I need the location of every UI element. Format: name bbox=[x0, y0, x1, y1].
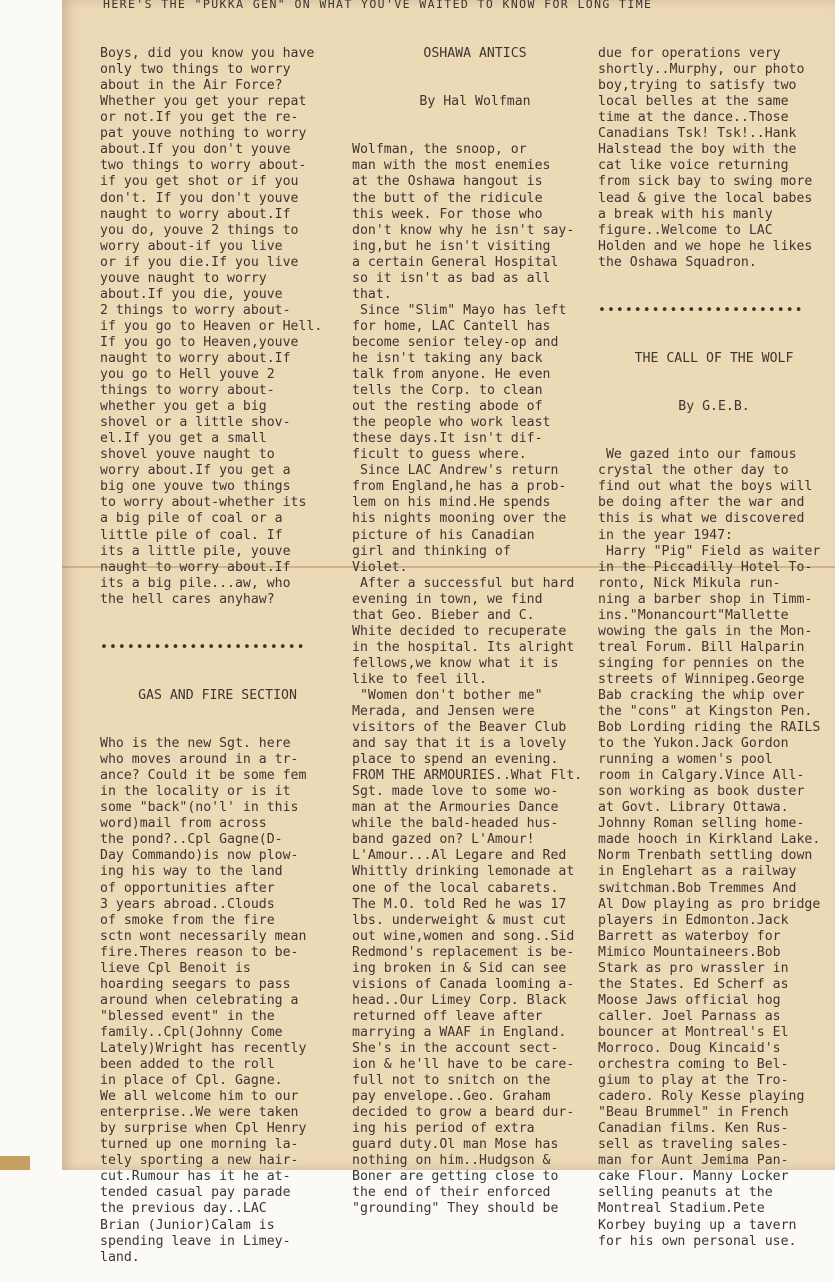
call-of-the-wolf-body: We gazed into our famous crystal the other day to find out what the boys will be doing after the war and this is what we discovered in the year 1947: Harry "Pig" Field as waiter in the Piccadilly Hotel To- ronto, Nick Mikula run- ning a barber shop in Timm- ins."Monancourt"Mallette wowing the gals in the Mon- treal Forum. Bill Halparin singing for pennies on the streets of Winnipeg.George Bab cracking the whip over the "cons" at Kingston Pen. Bob Lording riding the RAILS to the Yukon.Jack Gordon running a women's pool room in Calgary.Vince All- son working as book duster at Govt. Library Ottawa. Johnny Roman selling home- made hooch in Kirkland Lake. Norm Trenbath settling down in Englehart as a railway switchman.Bob Tremmes And Al Dow playing as pro bridge players in Edmonton.Jack Barrett as waterboy for Mimico Mountaineers.Bob Stark as pro wrassler in the States. Ed Scherf as Moose Jaws official hog caller. Joel Parnass as bouncer at Montreal's El Morroco. Doug Kincaid's orchestra coming to Bel- gium to play at the Tro- cadero. Roly Kesse playing "Beau Brummel" in French Canadian films. Ken Rus- sell as traveling sales- man for Aunt Jemima Pan- cake Flour. Manny Locker selling peanuts at the Montreal Stadium.Pete Korbey buying up a tavern for his own personal use. bbox=[598, 447, 821, 1249]
column-middle bbox=[352, 14, 598, 1234]
gas-fire-section-title: GAS AND FIRE SECTION bbox=[138, 687, 297, 703]
oshawa-antics-body: Wolfman, the snoop, or man with the most enemies at the Oshawa hangout is the butt of the ridicule this week. For those who don't know why he isn't say- ing,but he isn't visiting a certain General Hospital so it isn't as bad as all that. Since "Slim" Mayo has left for home, LAC Cantell has become senior teley-op and he isn't taking any back talk from anyone. He even tells the Corp. to clean out the resting abode of the people who work least these days.It isn't dif- ficult to guess where. Since LAC Andrew's return from England,he has a prob- lem on his mind.He spends his nights mooning over the picture of his Canadian girl and thinking of Violet. After a successful but hard evening in town, we find that Geo. Bieber and C. White decided to recuperate in the hospital. Its alright fellows,we know what it is like to feel ill. "Women don't bother me" Merada, and Jensen were visitors of the Beaver Club and say that it is a lovely place to spend an evening. FROM THE ARMOURIES..What Flt. Sgt. made love to some wo- man at the Armouries Dance while the bald-headed hus- band gazed on? L'Amour! L'Amour...Al Legare and Red Whittly drinking lemonade at one of the local cabarets. The M.O. told Red he was 17 lbs. underweight & must cut out wine,women and song..Sid Redmond's replacement is be- ing broken in & Sid can see visions of Canada looming a- head..Our Limey Corp. Black returned off leave after marrying a WAAF in England. She's in the account sect- ion & he'll have to be care- full not to snitch on the pay envelope..Geo. Graham decided to grow a beard dur- ing his period of extra guard duty.Ol man Mose has nothing on him..Hudgson & Boner are getting close to the end of their enforced "grounding" They should be bbox=[352, 142, 583, 1217]
oshawa-antics-continued: due for operations very shortly..Murphy, our photo boy,trying to satisfy two local belles at the same time at the dance..Those Canadians Tsk! Tsk!..Hank Halstead the boy with the cat like voice returning from sick bay to swing more lead & give the local babes a break with his manly figure..Welcome to LAC Holden and we hope he likes the Oshawa Squadron. bbox=[598, 46, 813, 270]
oshawa-antics-byline: By Hal Wolfman bbox=[419, 94, 531, 110]
call-of-the-wolf-title: THE CALL OF THE WOLF bbox=[634, 350, 794, 366]
section-divider: ••••••••••••••••••••••• bbox=[100, 639, 306, 655]
gas-fire-section-body: Who is the new Sgt. here who moves around in a tr- ance? Could it be some fem in the locality or is it some "back"(no'l' in this word)mail from across the pond?..Cpl Gagne(D- Day Commando)is now plow- ing his way to the land of opportunities after 3 years abroad..Clouds of smoke from the fire sctn wont necessarily mean fire.Theres reason to be- lieve Cpl Benoit is hoarding seegars to pass around when celebrating a "blessed event" in the family..Cpl(Johnny Come Lately)Wright has recently been added to the roll in place of Cpl. Gagne. We all welcome him to our enterprise..We were taken by surprise when Cpl Henry turned up one morning la- tely sporting a new hair- cut.Rumour has it he at- tended casual pay parade the previous day..LAC Brian (Junior)Calam is spending leave in Limey- land. bbox=[100, 736, 307, 1265]
section-divider-right: ••••••••••••••••••••••• bbox=[598, 302, 804, 318]
call-of-the-wolf-byline: By G.E.B. bbox=[678, 399, 750, 415]
page-headline: HERE'S THE "PUKKA GEN" ON WHAT YOU'VE WAITED TO KNOW FOR LONG TIME bbox=[103, 0, 653, 9]
column-right bbox=[598, 14, 830, 1266]
column-left bbox=[100, 14, 335, 1282]
repat-worry-article: Boys, did you know you have only two things to worry about in the Air Force? Whether you get your repat or not.If you get the re- pat youve nothing to worry about.If you don't youve two things to worry about- if you get shot or if you don't. If you don't youve naught to worry about.If you do, youve 2 things to worry about-if you live or if you die.If you live youve naught to worry about.If you die, youve 2 things to worry about- if you go to Heaven or Hell. If you go to Heaven,youve naught to worry about.If you go to Hell youve 2 things to worry about- whether you get a big shovel or a little shov- el.If you get a small shovel youve naught to worry about.If you get a big one youve two things to worry about-whether its a big pile of coal or a little pile of coal. If its a little pile, youve naught to worry about.If its a big pile...aw, who the hell cares anyhaw? bbox=[100, 46, 323, 607]
oshawa-antics-title: OSHAWA ANTICS bbox=[423, 46, 527, 62]
corner-stain bbox=[0, 1156, 30, 1170]
